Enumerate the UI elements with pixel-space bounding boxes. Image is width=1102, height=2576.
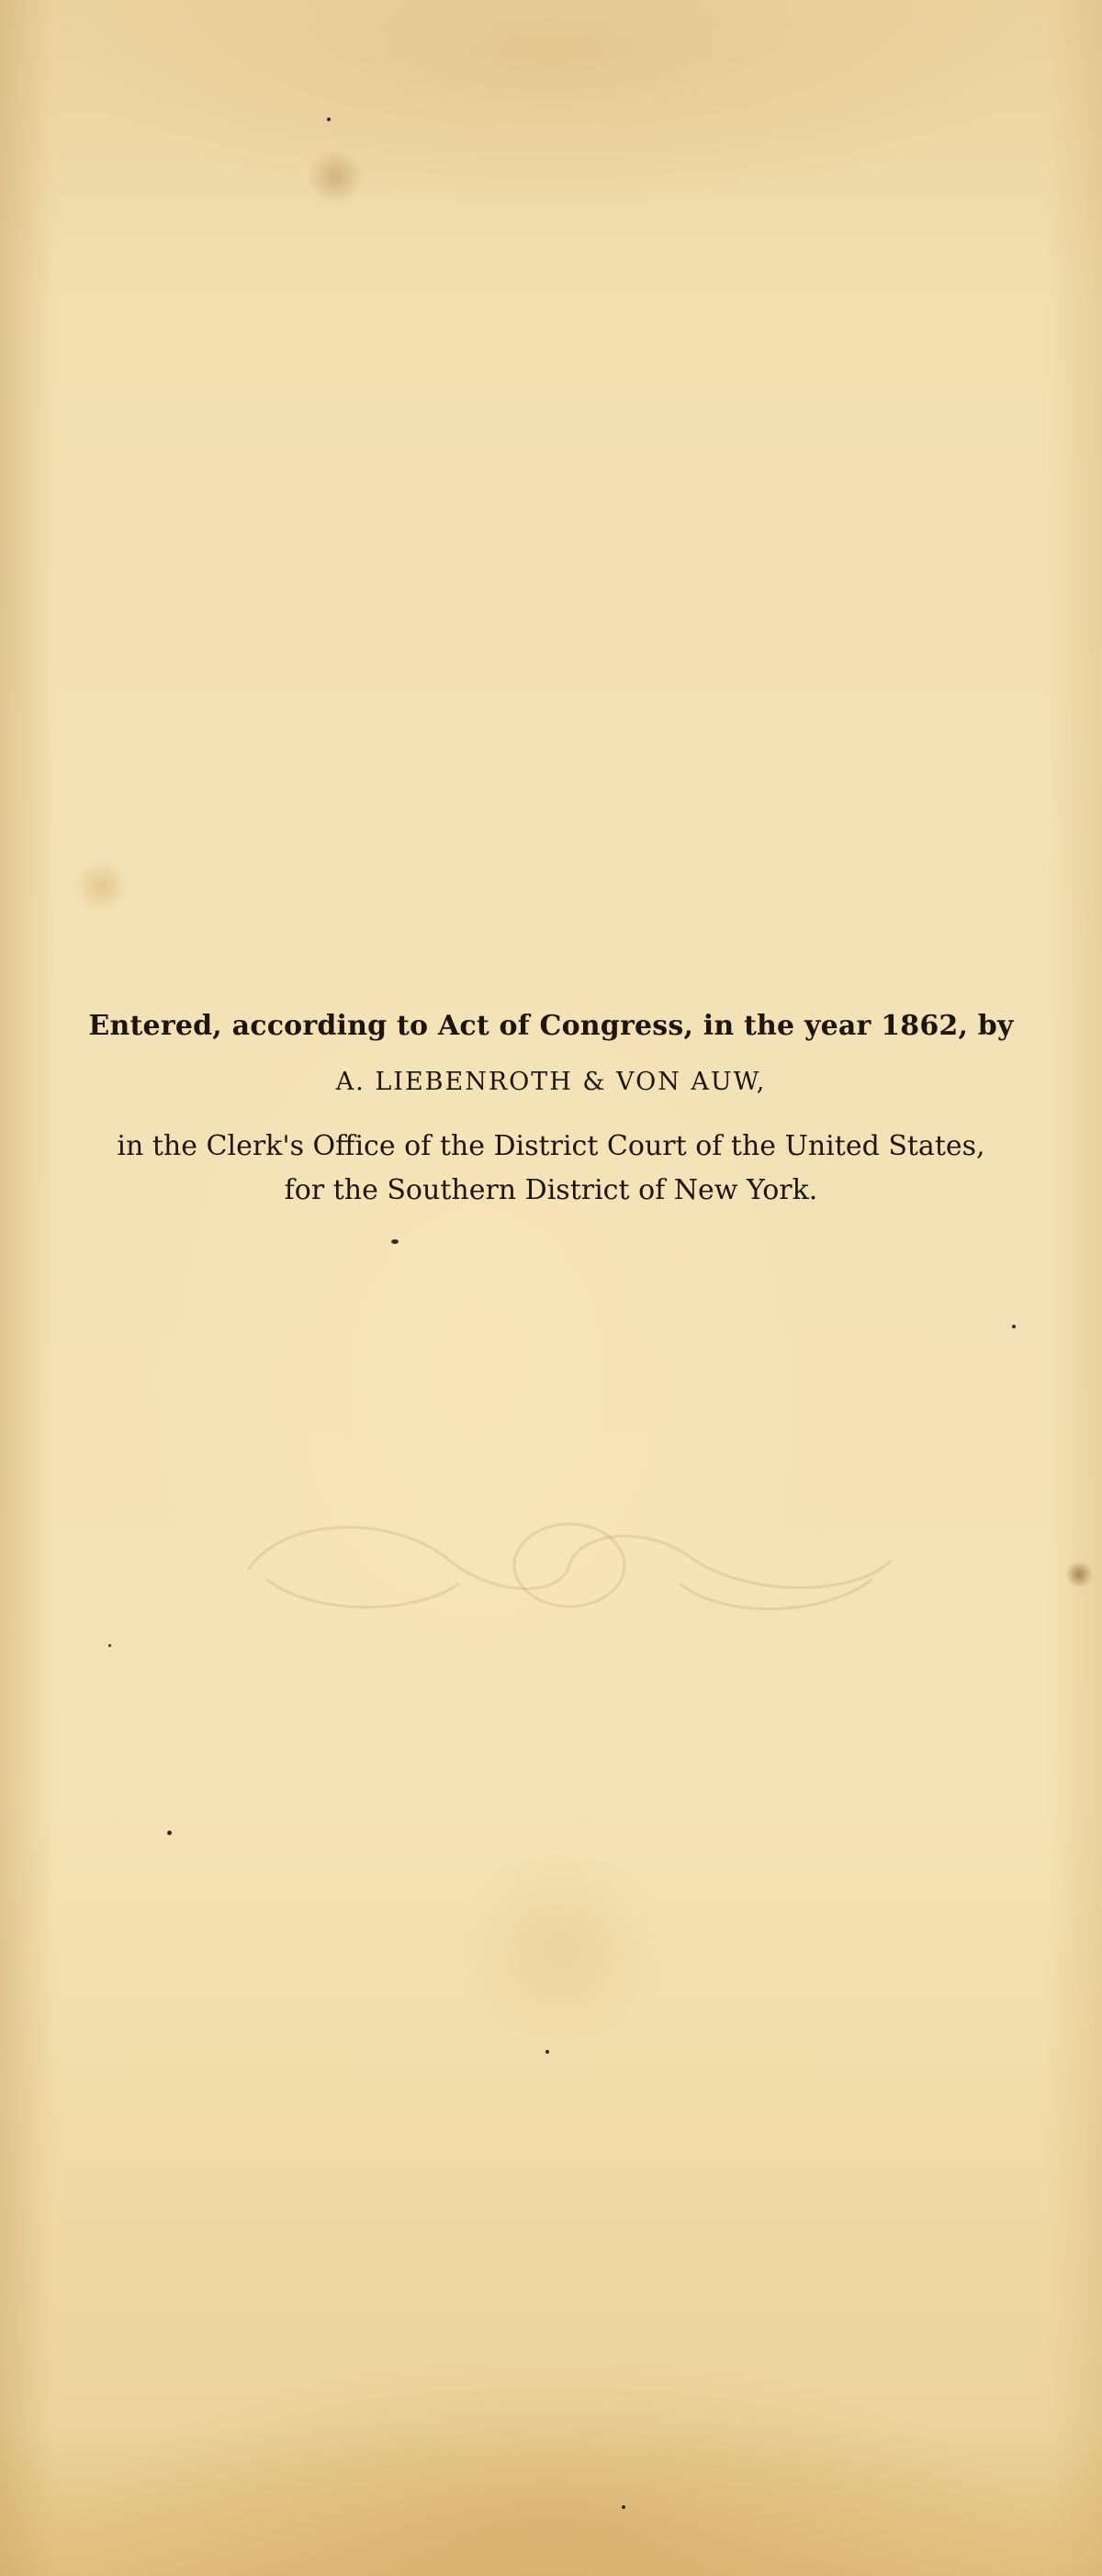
ink-speck: [622, 2505, 625, 2509]
ink-speck: [167, 1831, 172, 1835]
copyright-entry-line: Entered, according to Act of Congress, in the year 1862, by: [88, 1010, 1014, 1042]
district-line: for the Southern District of New York.: [284, 1174, 818, 1206]
paper-stain: [303, 151, 367, 202]
clerk-office-line: in the Clerk's Office of the District Court of the United States,: [117, 1130, 985, 1162]
publisher-name: A. LIEBENROTH & VON AUW,: [335, 1068, 767, 1096]
paper-stain: [1065, 1561, 1093, 1588]
ink-speck: [391, 1239, 399, 1244]
ink-speck: [1012, 1325, 1016, 1328]
bleed-through-ornament: [230, 1506, 909, 1625]
paper-stain: [441, 1854, 680, 2038]
paper-stain: [73, 858, 129, 913]
ink-speck: [108, 1644, 111, 1647]
ink-speck: [327, 118, 331, 121]
ink-speck: [545, 2050, 549, 2054]
